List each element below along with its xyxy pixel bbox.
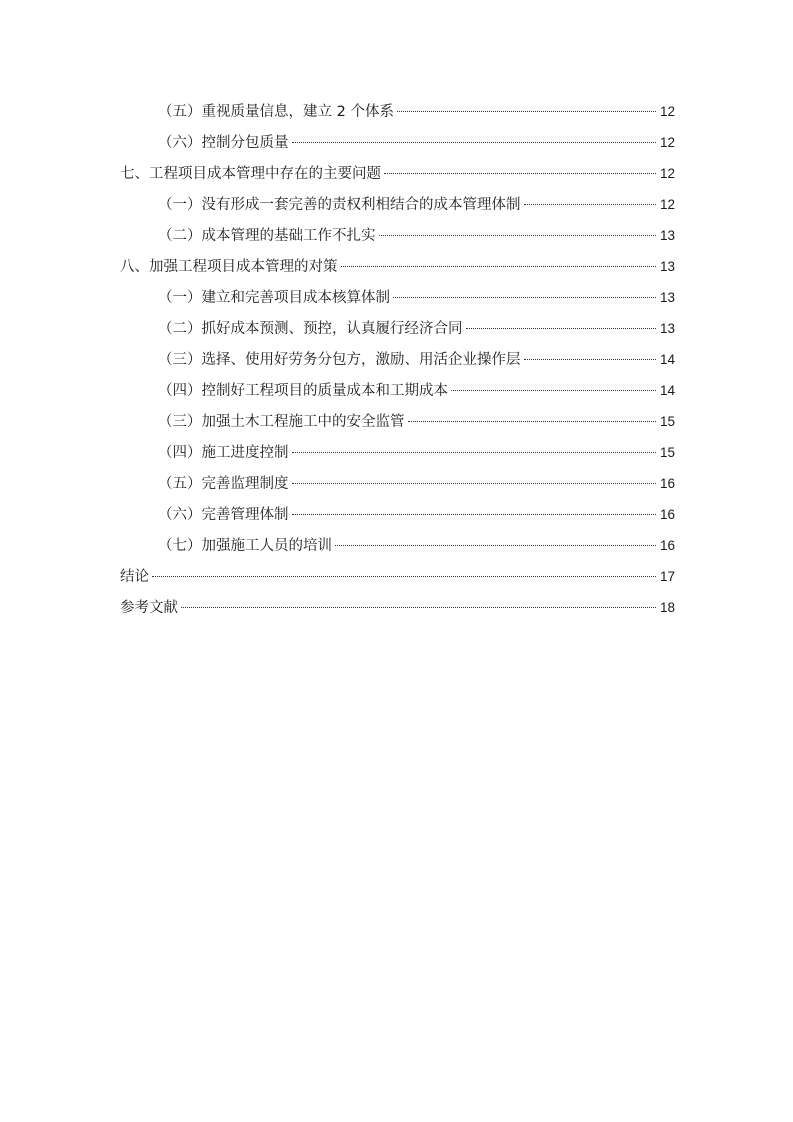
toc-page-number: 17 — [659, 569, 675, 584]
toc-entry-responsibility-system[interactable] — [120, 189, 675, 220]
dot-leader — [451, 390, 656, 391]
toc-entry-label: 参考文献 — [120, 600, 178, 616]
toc-page-number: 14 — [659, 352, 675, 367]
toc-page-number: 12 — [659, 135, 675, 150]
toc-entry-label: （六）完善管理体制 — [158, 507, 289, 523]
dot-leader — [524, 359, 657, 360]
toc-entry-chapter-7[interactable] — [120, 158, 675, 189]
toc-entry-subcontract-quality[interactable] — [120, 127, 675, 158]
toc-entry-references[interactable] — [120, 592, 675, 623]
toc-entry-label: （五）完善监理制度 — [158, 476, 289, 492]
toc-page-number: 12 — [659, 166, 675, 181]
toc-entry-progress-control[interactable] — [120, 437, 675, 468]
dot-leader — [335, 545, 656, 546]
toc-entry-basic-work[interactable] — [120, 220, 675, 251]
toc-entry-label: （二）抓好成本预测、预控，认真履行经济合同 — [158, 321, 463, 337]
toc-entry-cost-accounting[interactable] — [120, 282, 675, 313]
dot-leader — [397, 111, 656, 112]
toc-entry-label: （三）加强土木工程施工中的安全监管 — [158, 414, 405, 430]
dot-leader — [466, 328, 657, 329]
toc-entry-quality-info[interactable] — [120, 96, 675, 127]
toc-entry-label: （一）建立和完善项目成本核算体制 — [158, 290, 390, 306]
toc-page-number: 13 — [659, 290, 675, 305]
dot-leader — [379, 235, 657, 236]
toc-entry-safety-supervision[interactable] — [120, 406, 675, 437]
toc-entry-label: 八、加强工程项目成本管理的对策 — [120, 259, 338, 275]
dot-leader — [384, 173, 656, 174]
dot-leader — [181, 607, 656, 608]
toc-page-number: 13 — [659, 259, 675, 274]
toc-entry-label: （七）加强施工人员的培训 — [158, 538, 332, 554]
toc-entry-label: （四）控制好工程项目的质量成本和工期成本 — [158, 383, 448, 399]
toc-entry-quality-schedule-cost[interactable] — [120, 375, 675, 406]
dot-leader — [292, 483, 657, 484]
toc-entry-conclusion[interactable] — [120, 561, 675, 592]
toc-entry-label: （六）控制分包质量 — [158, 135, 289, 151]
dot-leader — [393, 297, 656, 298]
toc-entry-label: 结论 — [120, 569, 149, 585]
toc-page-number: 14 — [659, 383, 675, 398]
toc-entry-label: （二）成本管理的基础工作不扎实 — [158, 228, 376, 244]
dot-leader — [292, 142, 657, 143]
toc-page-number: 12 — [659, 197, 675, 212]
table-of-contents — [120, 96, 675, 623]
toc-page-number: 16 — [659, 476, 675, 491]
toc-page-number: 16 — [659, 538, 675, 553]
toc-entry-staff-training[interactable] — [120, 530, 675, 561]
toc-entry-cost-forecast[interactable] — [120, 313, 675, 344]
toc-page-number: 15 — [659, 445, 675, 460]
toc-entry-management-system[interactable] — [120, 499, 675, 530]
toc-page-number: 18 — [659, 600, 675, 615]
dot-leader — [292, 452, 657, 453]
toc-page-number: 16 — [659, 507, 675, 522]
toc-entry-label: （四）施工进度控制 — [158, 445, 289, 461]
dot-leader — [341, 266, 657, 267]
dot-leader — [408, 421, 657, 422]
toc-page-number: 15 — [659, 414, 675, 429]
dot-leader — [292, 514, 657, 515]
toc-page-number: 13 — [659, 228, 675, 243]
toc-entry-labor-subcontract[interactable] — [120, 344, 675, 375]
toc-entry-label: （一）没有形成一套完善的责权利相结合的成本管理体制 — [158, 197, 521, 213]
toc-page-number: 12 — [659, 104, 675, 119]
toc-entry-supervision-system[interactable] — [120, 468, 675, 499]
toc-entry-chapter-8[interactable] — [120, 251, 675, 282]
toc-entry-label: （五）重视质量信息，建立 2 个体系 — [158, 104, 394, 120]
toc-entry-label: 七、工程项目成本管理中存在的主要问题 — [120, 166, 381, 182]
dot-leader — [152, 576, 656, 577]
toc-page-number: 13 — [659, 321, 675, 336]
toc-entry-label: （三）选择、使用好劳务分包方，激励、用活企业操作层 — [158, 352, 521, 368]
dot-leader — [524, 204, 657, 205]
